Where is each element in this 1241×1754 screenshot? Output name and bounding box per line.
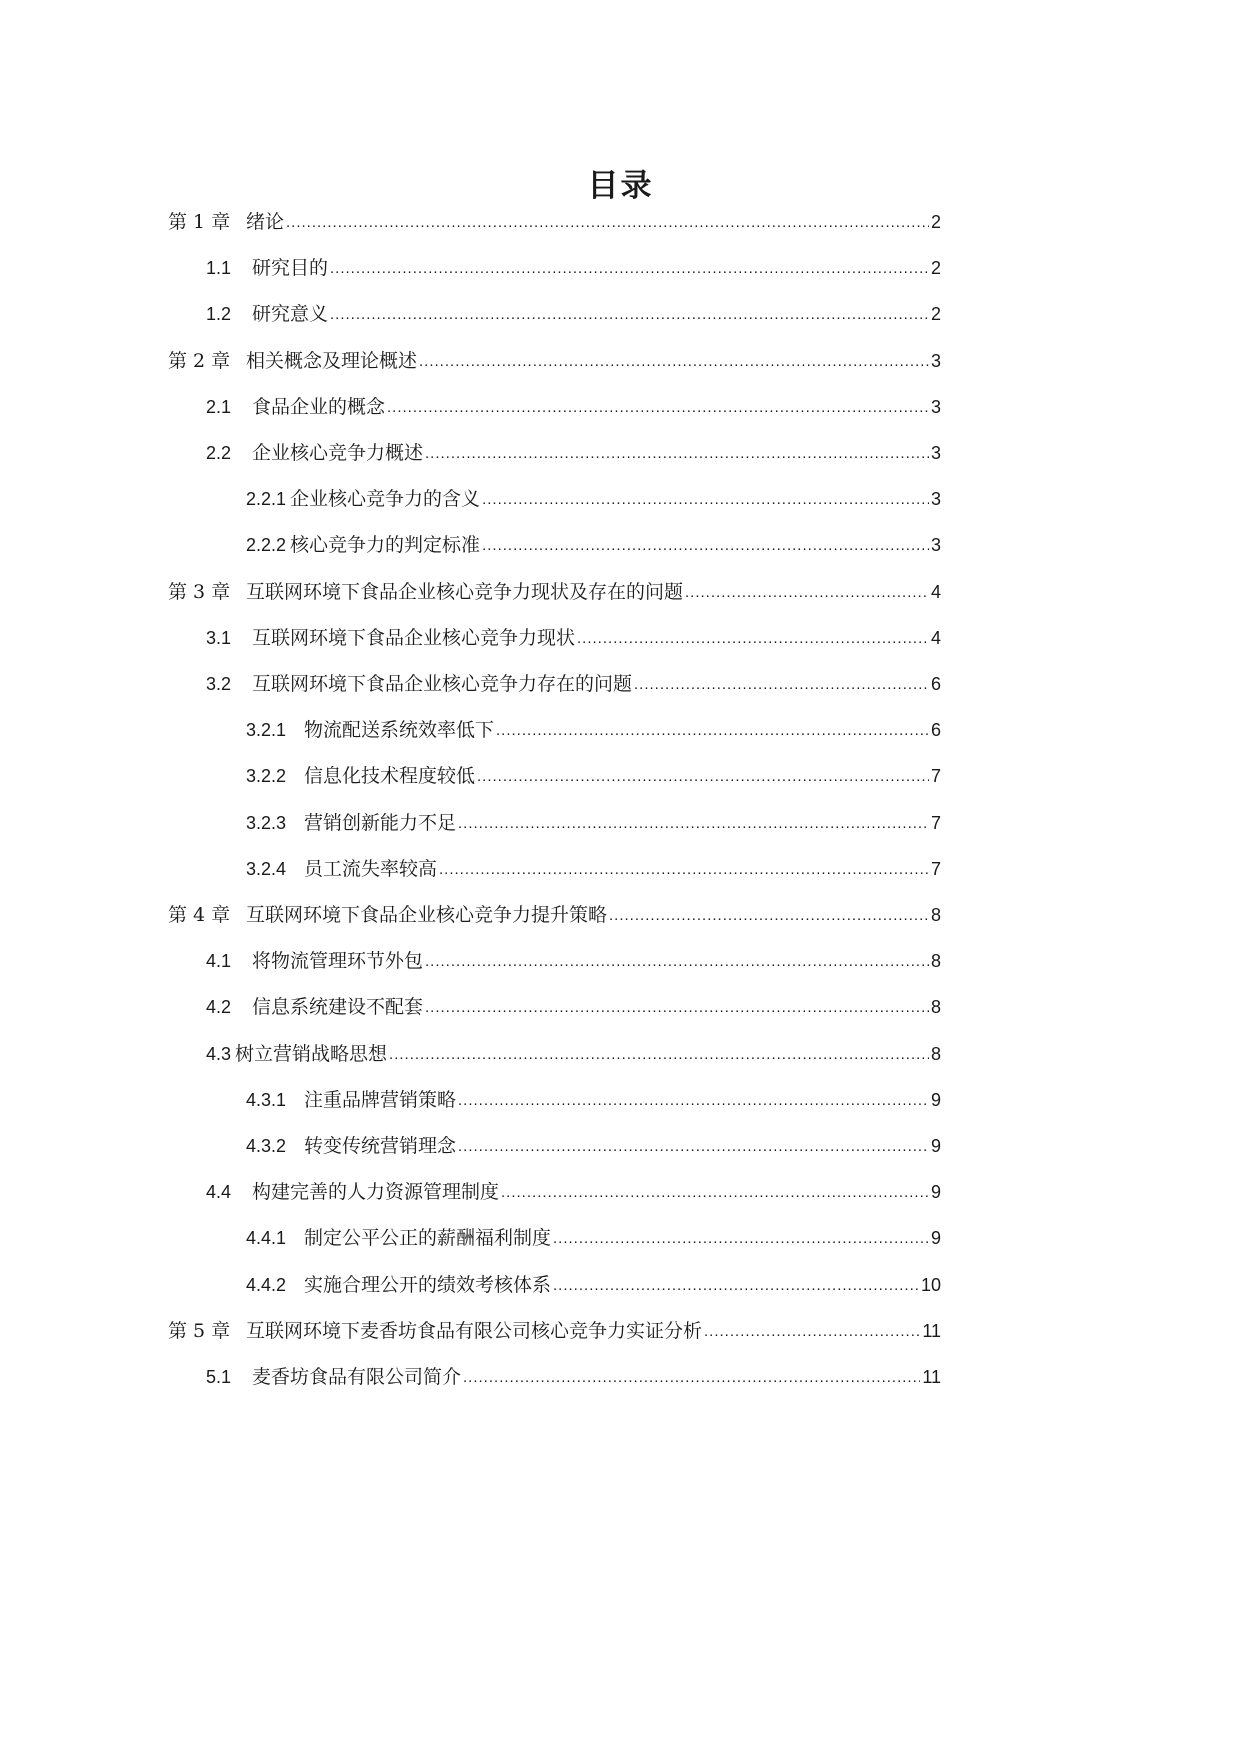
toc-entry[interactable]: [206, 948, 941, 976]
toc-entry-page-number: 8: [930, 997, 941, 1018]
toc-entry-page-number: 9: [930, 1228, 941, 1249]
dot-leader: [482, 485, 929, 513]
dot-leader: [634, 670, 929, 698]
toc-entry[interactable]: [246, 1087, 941, 1115]
dot-leader: [553, 1271, 919, 1299]
dot-leader: [553, 1224, 929, 1252]
toc-entry-number: 3.2.4: [246, 858, 287, 879]
toc-entry[interactable]: [246, 810, 941, 838]
toc-entry-page-number: 7: [930, 766, 941, 787]
dot-leader: [577, 624, 929, 652]
toc-entry-page-number: 4: [930, 581, 941, 602]
toc-entry[interactable]: [206, 671, 941, 699]
toc-entry[interactable]: [206, 394, 941, 422]
toc-entry-number: 3.2.1: [246, 720, 287, 741]
toc-entry-number: 第 1 章: [168, 211, 231, 233]
toc-entry[interactable]: [246, 856, 941, 884]
toc-entry[interactable]: [246, 486, 941, 514]
toc-entry[interactable]: [168, 902, 941, 930]
toc-entry-number: 5.1: [206, 1367, 232, 1387]
toc-entry-title: 转变传统营销理念: [304, 1135, 457, 1157]
toc-entry-title: 绪论: [246, 211, 285, 233]
toc-entry-title: 研究意义: [252, 303, 329, 326]
toc-entry-title: 员工流失率较高: [304, 857, 438, 880]
toc-entry[interactable]: [168, 1318, 941, 1346]
toc-entry-number: 3.2: [206, 674, 232, 694]
toc-entry[interactable]: [206, 994, 941, 1022]
toc-entry-number: 4.3.1: [246, 1089, 287, 1110]
toc-entry-title: 将物流管理环节外包: [252, 950, 424, 973]
toc-entry-title: 信息系统建设不配套: [252, 996, 424, 1019]
toc-entry[interactable]: [246, 1272, 941, 1300]
toc-entry-number: 4.1: [206, 951, 232, 972]
dot-leader: [501, 1178, 929, 1206]
dot-leader: [330, 300, 929, 328]
dot-leader: [704, 1317, 920, 1345]
toc-entry[interactable]: [168, 209, 941, 237]
toc-entry-page-number: 9: [930, 1136, 941, 1156]
toc-entry-title: 制定公平公正的薪酬福利制度: [304, 1227, 552, 1250]
toc-entry[interactable]: [206, 301, 941, 329]
toc-entry-number: 2.1: [206, 396, 232, 417]
toc-entry-page-number: 8: [930, 905, 941, 925]
toc-entry-title: 核心竞争力的判定标准: [290, 534, 481, 557]
toc-entry-page-number: 6: [930, 720, 941, 741]
dot-leader: [496, 716, 929, 744]
dot-leader: [458, 1132, 929, 1160]
toc-entry-title: 食品企业的概念: [252, 395, 386, 418]
dot-leader: [330, 254, 929, 282]
dot-leader: [286, 208, 929, 236]
toc-entry-page-number: 2: [930, 304, 941, 325]
toc-entry-number: 第 3 章: [168, 580, 231, 603]
toc-entry-title: 互联网环境下食品企业核心竞争力提升策略: [246, 904, 608, 926]
toc-entry-title: 互联网环境下食品企业核心竞争力现状: [252, 626, 576, 649]
toc-entry-title: 互联网环境下食品企业核心竞争力现状及存在的问题: [246, 580, 684, 603]
toc-entry-page-number: 4: [930, 627, 941, 648]
toc-entry-page-number: 3: [930, 350, 941, 371]
toc-entry-number: 1.2: [206, 304, 232, 325]
toc-entry-number: 2.2.2: [246, 535, 287, 556]
dot-leader: [482, 531, 929, 559]
toc-entry-title: 营销创新能力不足: [304, 811, 457, 834]
dot-leader: [419, 347, 929, 375]
toc-entry-page-number: 8: [930, 1043, 941, 1064]
toc-entry-title: 信息化技术程度较低: [304, 765, 476, 788]
toc-entry[interactable]: [168, 579, 941, 607]
toc-entry-title: 企业核心竞争力概述: [252, 442, 424, 464]
toc-entry-page-number: 11: [922, 1320, 941, 1341]
toc-entry-number: 第 2 章: [168, 349, 231, 372]
toc-entry-title: 企业核心竞争力的含义: [290, 488, 481, 511]
toc-entry-number: 4.3: [206, 1043, 232, 1064]
toc-entry[interactable]: [246, 763, 941, 791]
toc-entry-title: 构建完善的人力资源管理制度: [252, 1181, 500, 1204]
toc-entry-number: 第 4 章: [168, 904, 231, 926]
toc-entry[interactable]: [246, 1133, 941, 1161]
dot-leader: [425, 993, 929, 1021]
dot-leader: [463, 1363, 920, 1391]
dot-leader: [439, 855, 929, 883]
toc-entry-page-number: 3: [930, 396, 941, 417]
toc-entry-page-number: 7: [930, 858, 941, 879]
toc-entry-page-number: 9: [930, 1182, 941, 1203]
toc-entry-title: 实施合理公开的绩效考核体系: [304, 1273, 552, 1296]
toc-entry-title: 树立营销战略思想: [235, 1042, 388, 1065]
dot-leader: [609, 901, 929, 929]
dot-leader: [387, 393, 929, 421]
toc-entry-number: 4.4.2: [246, 1274, 287, 1295]
toc-entry[interactable]: [206, 625, 941, 653]
toc-entry-number: 3.1: [206, 627, 232, 648]
toc-entry-page-number: 10: [920, 1274, 941, 1295]
toc-entry-number: 2.2: [206, 443, 232, 463]
toc-entry-number: 第 5 章: [168, 1319, 231, 1342]
toc-entry-page-number: 2: [930, 212, 941, 232]
toc-entry-number: 4.3.2: [246, 1136, 287, 1156]
toc-entry-title: 物流配送系统效率低下: [304, 719, 495, 742]
dot-leader: [477, 762, 929, 790]
toc-entry-title: 互联网环境下麦香坊食品有限公司核心竞争力实证分析: [246, 1319, 703, 1342]
toc-entry-page-number: 3: [930, 443, 941, 463]
toc-entry-title: 互联网环境下食品企业核心竞争力存在的问题: [252, 673, 633, 695]
toc-entry[interactable]: [206, 1179, 941, 1207]
toc-entry[interactable]: [206, 1364, 941, 1392]
toc-entry[interactable]: [246, 532, 941, 560]
toc-entry-number: 4.4.1: [246, 1228, 287, 1249]
toc-entry[interactable]: [246, 717, 941, 745]
toc-entry-page-number: 6: [930, 674, 941, 694]
toc-title: 目录: [587, 168, 654, 204]
toc-entry-title: 相关概念及理论概述: [246, 349, 418, 372]
toc-entry[interactable]: [206, 440, 941, 468]
dot-leader: [685, 578, 929, 606]
toc-entry-title: 麦香坊食品有限公司简介: [252, 1366, 462, 1388]
dot-leader: [425, 439, 929, 467]
toc-entry[interactable]: [168, 348, 941, 376]
toc-entry-page-number: 2: [930, 258, 941, 279]
toc-entry-number: 1.1: [206, 258, 232, 279]
toc-entry-title: 注重品牌营销策略: [304, 1088, 457, 1111]
toc-entry-page-number: 7: [930, 812, 941, 833]
toc-entry-page-number: 9: [930, 1089, 941, 1110]
dot-leader: [458, 809, 929, 837]
toc-entry[interactable]: [206, 1041, 941, 1069]
toc-entry-number: 3.2.2: [246, 766, 287, 787]
toc-entry[interactable]: [246, 1225, 941, 1253]
toc-entry-page-number: 3: [930, 535, 941, 556]
toc-entry-page-number: 8: [930, 951, 941, 972]
dot-leader: [389, 1040, 929, 1068]
dot-leader: [458, 1086, 929, 1114]
toc-entry-page-number: 3: [930, 489, 941, 510]
toc-entry-number: 4.4: [206, 1182, 232, 1203]
toc-entry[interactable]: [206, 255, 941, 283]
dot-leader: [425, 947, 929, 975]
toc-entry-number: 2.2.1: [246, 489, 287, 510]
toc-entry-title: 研究目的: [252, 257, 329, 280]
toc-entry-number: 4.2: [206, 997, 232, 1018]
toc-entry-page-number: 11: [922, 1367, 941, 1387]
toc-entry-number: 3.2.3: [246, 812, 287, 833]
